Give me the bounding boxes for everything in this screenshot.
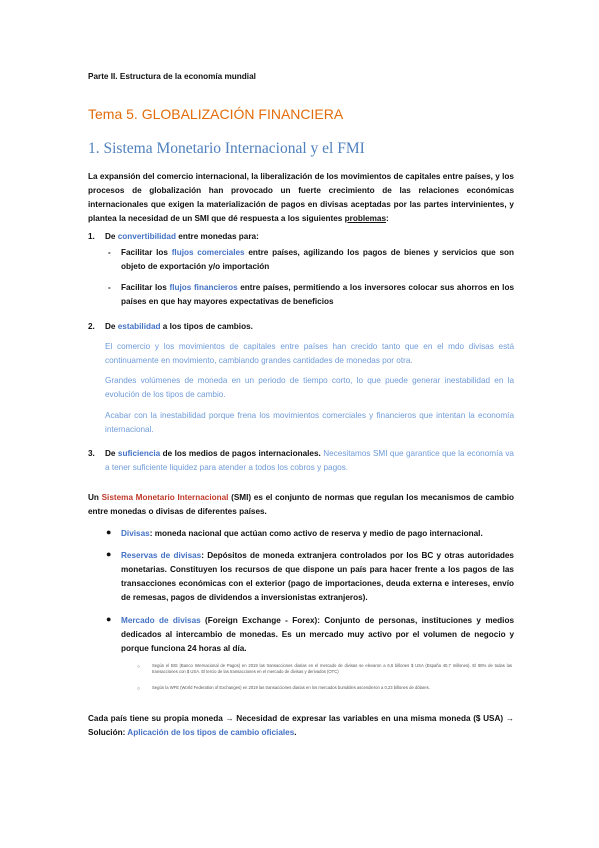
bullet-2-keyword: Reservas de divisas — [121, 551, 202, 560]
bullet-mercado — [121, 614, 514, 656]
bullet-1-text: : moneda nacional que actúan como activo de reserva y medio de pago internacional. — [149, 529, 483, 538]
point-3 — [105, 447, 514, 475]
p2-note-3: Acabar con la inestabilidad porque frena los movimientos comerciales y financieros que intentan la economía internacional. — [105, 411, 514, 434]
intro-text: La expansión del comercio internacional, la liberalización de los movimientos de capitales entre países, y los procesos de globalización han provocado un fuerte crecimiento de las relaciones económicas internacionales que exigen la materialización de pagos en divisas aceptadas por las partes intervinientes, y plantea la necesidad de un SMI que dé respuesta a los siguientes — [88, 172, 514, 223]
p2-keyword: estabilidad — [117, 322, 161, 331]
final-end: . — [294, 728, 297, 737]
subnote-1: Según el BIS (Banco Internacional de Pagos) en 2019 las transacciones diarias en el mercado de divisas se elevaron a 6,6 billones $ USA (España 40,7 millones). El 88% de todas las transacciones con $ USA. El tercio de las transacciones en el mercado de divisas y derivados (OTC) — [152, 663, 512, 674]
dash-1: - — [108, 248, 111, 257]
bullet-icon: ● — [106, 549, 112, 559]
circle-bullet-icon: ○ — [137, 686, 141, 692]
p1-keyword: convertibilidad — [117, 232, 176, 241]
point-3-number: 3. — [88, 449, 95, 458]
p2-note-2: Grandes volúmenes de moneda en un periodo de tiempo corto, lo que puede generar inestabilidad en la evolución de los tipos de cambio. — [105, 376, 514, 399]
dash-2: - — [108, 283, 111, 292]
section-heading: 1. Sistema Monetario Internacional y el FMI — [88, 140, 365, 157]
point-2-number: 2. — [88, 322, 95, 331]
point-1-dash-1 — [121, 246, 514, 274]
intro-end: : — [386, 214, 389, 223]
tema-title: Tema 5. GLOBALIZACIÓN FINANCIERA — [88, 106, 344, 122]
bullet-3-text: (Foreign Exchange - Forex): Conjunto de personas, instituciones y medios dedicados al intercambio de monedas. Es un mercado muy activo por el volumen de negocio y porque funciona 24 horas al día. — [121, 616, 514, 653]
p2-pre: De — [105, 322, 118, 331]
smi-definition — [88, 491, 514, 519]
d2-post: entre países, permitiendo a los inversores colocar sus ahorros en los países en que hay mayores expectativas de beneficios — [121, 283, 515, 306]
p3-keyword: suficiencia — [117, 449, 161, 458]
part-header: Parte II. Estructura de la economía mundial — [88, 72, 256, 81]
smi-post: (SMI) es el conjunto de normas que regulan los mecanismos de cambio entre monedas o divisas de diferentes países. — [88, 493, 514, 516]
d2-pre: Facilitar los — [121, 283, 170, 292]
d1-pre: Facilitar los — [121, 248, 172, 257]
p2-note-1: El comercio y los movimientos de capitales entre países han crecido tanto que en el mdo divisas está continuamente en movimiento, cambiando grandes cantidades de monedas por otra. — [105, 342, 514, 365]
point-1 — [105, 230, 505, 244]
intro-paragraph — [88, 170, 514, 226]
d1-keyword: flujos comerciales — [171, 248, 245, 257]
p3-note: Necesitamos SMI que garantice que la economía va a tener suficiente liquidez para atender a todos los cobros y pagos. — [105, 449, 514, 472]
bullet-1-keyword: Divisas — [121, 529, 150, 538]
d2-keyword: flujos financieros — [169, 283, 238, 292]
subnote-2: Según la WFE (World Federation of Exchanges) en 2019 las transacciones diarias en los mercados bursátiles ascendieron a 0,23 billones de dólares. — [152, 685, 430, 690]
bullet-divisas — [121, 527, 514, 541]
final-paragraph — [88, 712, 514, 740]
intro-underlined: problemas — [344, 214, 387, 223]
bullet-reservas — [121, 549, 514, 605]
p2-post: a los tipos de cambios. — [160, 322, 253, 331]
d1-post: entre países, agilizando los pagos de bienes y servicios que son objeto de exportación y/o importación — [121, 248, 514, 271]
final-keyword: Aplicación de los tipos de cambio oficiales — [127, 728, 295, 737]
bullet-icon: ● — [106, 527, 112, 537]
bullet-icon: ● — [106, 614, 112, 624]
smi-pre: Un — [88, 493, 102, 502]
point-1-number: 1. — [88, 232, 95, 241]
bullet-2-text: : Depósitos de moneda extranjera controlados por los BC y otras autoridades monetarias. Constituyen los recursos de que dispone un país para hacer frente a los pagos de las transacciones económicas con el exterior (pago de importaciones, deuda externa e intereses, envío de remesas, pagos de dividendos a inversionistas extranjeros). — [121, 551, 514, 602]
p1-pre: De — [105, 232, 118, 241]
point-2 — [105, 320, 505, 334]
final-pre: Cada país tiene su propia moneda → Necesidad de expresar las variables en una misma moneda ($ USA) → Solución: — [88, 714, 514, 737]
p3-post: de los medios de pagos internacionales. — [160, 449, 324, 458]
point-1-dash-2 — [121, 281, 514, 309]
bullet-3-keyword: Mercado de divisas — [121, 616, 201, 625]
p3-pre: De — [105, 449, 118, 458]
circle-bullet-icon: ○ — [137, 664, 141, 670]
p1-post: entre monedas para: — [175, 232, 259, 241]
smi-keyword: Sistema Monetario Internacional — [101, 493, 229, 502]
